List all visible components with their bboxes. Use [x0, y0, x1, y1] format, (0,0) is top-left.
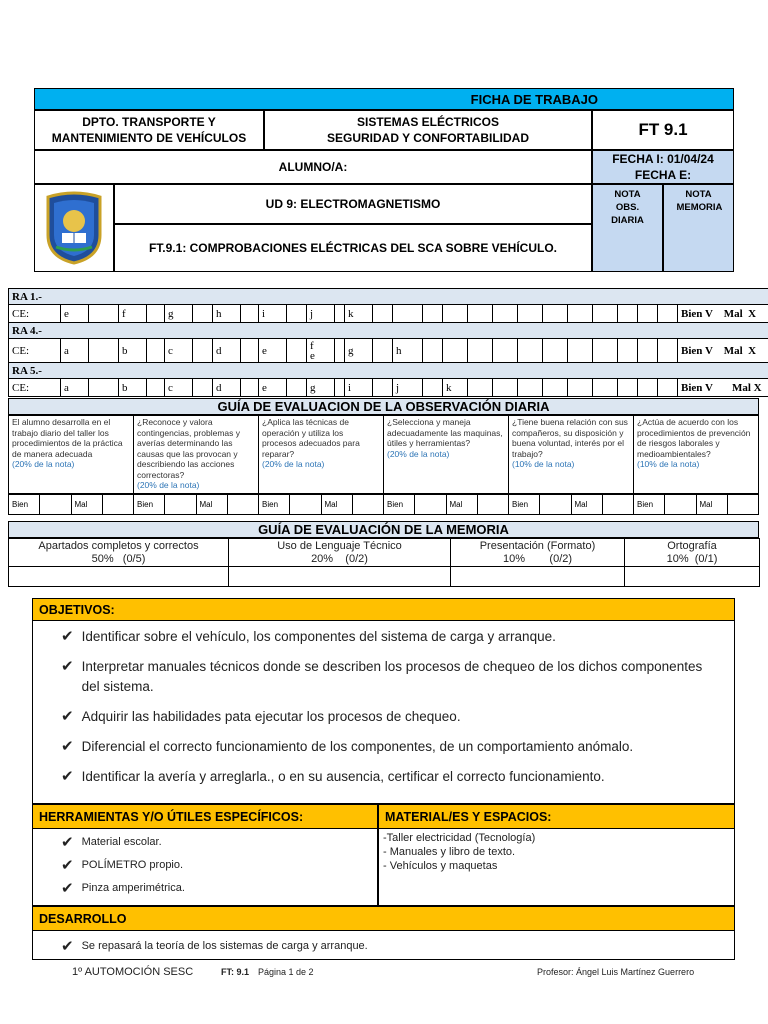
ce-check-cell[interactable] [493, 379, 518, 397]
ce-check-cell[interactable] [193, 305, 213, 323]
footer-code: FT: 9.1 [221, 967, 250, 977]
ra-result[interactable]: Bien V Mal X [678, 379, 768, 397]
bien-label: Bien [9, 495, 40, 515]
task-title: FT.9.1: COMPROBACIONES ELÉCTRICAS DEL SCA SOBRE VEHÍCULO. [148, 241, 558, 255]
materiales-title: MATERIAL/ES Y ESPACIOS: [379, 805, 734, 829]
ce-check-cell[interactable] [147, 305, 165, 323]
list-item-text: Identificar la avería y arreglarla., o en su ausencia, certificar el correcto funcionamiento. [81, 769, 605, 784]
ce-check-cell[interactable] [618, 305, 638, 323]
ce-criterion: a [61, 379, 89, 397]
ce-check-cell[interactable] [443, 305, 468, 323]
list-item [61, 833, 377, 851]
ce-criterion: e [61, 305, 89, 323]
ce-check-cell[interactable] [335, 339, 345, 363]
bien-label: Bien [384, 495, 415, 515]
dept-cell [34, 110, 264, 150]
list-item-text: Pinza amperimétrica. [81, 882, 185, 894]
ce-criterion: f [119, 305, 147, 323]
ce-check-cell[interactable] [287, 339, 307, 363]
ce-check-cell[interactable] [518, 379, 543, 397]
ce-label: CE: [9, 379, 61, 397]
ra-label-cell: RA 1.- [9, 289, 768, 305]
mal-check-cell[interactable] [477, 495, 508, 515]
ce-criterion: c [165, 339, 193, 363]
mal-label: Mal [196, 495, 227, 515]
obs-criterion-pct: (10% de la nota) [637, 459, 700, 469]
ce-check-cell[interactable] [543, 339, 568, 363]
check-icon: ✔ [61, 834, 74, 851]
mem-criterion-name: Ortografía [667, 539, 717, 552]
ce-check-cell[interactable] [335, 305, 345, 323]
list-item [61, 627, 722, 647]
list-item [61, 937, 734, 955]
mem-score-cell[interactable] [9, 567, 229, 587]
nota-obs-label: NOTA OBS. DIARIA [611, 189, 644, 226]
desarrollo-list [33, 931, 734, 955]
obs-criterion-text: ¿Tiene buena relación con sus compañeros, su disposición y buena voluntad, interés por el trabajo? [512, 417, 628, 459]
ce-check-cell[interactable] [618, 339, 638, 363]
ce-criterion: d [213, 379, 241, 397]
ra-label-cell: RA 4.- [9, 323, 768, 339]
ce-check-cell[interactable] [241, 379, 259, 397]
list-item-text: POLÍMETRO propio. [81, 859, 184, 871]
ce-criterion [307, 339, 335, 363]
ce-check-cell[interactable] [658, 305, 678, 323]
obs-criterion-pct: (20% de la nota) [137, 480, 200, 490]
alumno-label: ALUMNO/A: [278, 160, 348, 174]
ficha-code: FT 9.1 [638, 120, 688, 139]
obs-criterion [634, 416, 759, 494]
ce-check-cell[interactable] [373, 305, 393, 323]
ce-criterion: i [345, 379, 373, 397]
ce-check-cell[interactable] [423, 339, 443, 363]
list-item [61, 707, 722, 727]
ce-check-cell[interactable] [193, 339, 213, 363]
check-icon: ✔ [61, 738, 74, 755]
obs-guide-title: GUÍA DE EVALUACION DE LA OBSERVACIÓN DIARIA [8, 398, 759, 415]
obs-criterion-pct: (20% de la nota) [262, 459, 325, 469]
obs-criterion [134, 416, 259, 494]
ce-criterion: c [165, 379, 193, 397]
mal-check-cell[interactable] [727, 495, 758, 515]
mem-criterion-value: 10% (0/1) [666, 552, 718, 565]
materiales-list [379, 829, 734, 873]
materiales-item: -Taller electricidad (Tecnología) [383, 832, 536, 844]
check-icon: ✔ [61, 880, 74, 897]
obs-criterion-text: El alumno desarrolla en el trabajo diario del taller los procedimientos de la práctica de manera adecuada [12, 417, 123, 459]
subject-cell [264, 110, 592, 150]
mem-criterion-name: Apartados completos y correctos [38, 539, 199, 552]
desarrollo-title: DESARROLLO [33, 907, 734, 931]
ce-check-cell[interactable] [568, 339, 593, 363]
ce-check-cell[interactable] [373, 339, 393, 363]
ce-check-cell[interactable] [393, 305, 423, 323]
ce-check-cell[interactable] [468, 305, 493, 323]
obs-score-table [8, 494, 759, 515]
ce-check-cell[interactable] [193, 379, 213, 397]
fecha-entrega: FECHA E: [634, 168, 692, 182]
mem-criterion-name: Presentación (Formato) [479, 539, 596, 552]
ce-check-cell[interactable] [241, 305, 259, 323]
ce-check-cell[interactable] [287, 305, 307, 323]
ce-check-cell[interactable] [568, 305, 593, 323]
ce-check-cell[interactable] [518, 305, 543, 323]
ce-check-cell[interactable] [468, 339, 493, 363]
obs-criteria-table [8, 415, 759, 494]
objetivos-title: OBJETIVOS: [33, 599, 734, 621]
ce-criterion: e [259, 339, 287, 363]
ce-label: CE: [9, 305, 61, 323]
obs-criterion [384, 416, 509, 494]
ce-criterion: k [345, 305, 373, 323]
mem-criterion-value: 20% (0/2) [311, 552, 368, 565]
list-item-text: Material escolar. [81, 836, 162, 848]
materiales-item: - Manuales y libro de texto. [383, 846, 516, 858]
ra-result[interactable]: Bien V Mal X [678, 305, 768, 323]
ce-check-cell[interactable] [493, 339, 518, 363]
task-cell [114, 224, 592, 272]
materiales-box [378, 804, 735, 906]
mem-criteria-table [8, 538, 760, 587]
check-icon: ✔ [61, 628, 74, 645]
bien-check-cell[interactable] [540, 495, 571, 515]
bien-check-cell[interactable] [415, 495, 446, 515]
footer-course: 1º AUTOMOCIÓN SESC [72, 966, 194, 978]
obs-criterion-pct: (20% de la nota) [12, 459, 75, 469]
obs-criterion-text: ¿Selecciona y maneja adecuadamente las maquinas, útiles y herramientas? [387, 417, 503, 448]
mem-score-cell[interactable] [229, 567, 451, 587]
list-item [61, 737, 722, 757]
subject-line-2: SEGURIDAD Y CONFORTABILIDAD [326, 131, 529, 145]
ce-criterion-stacked: e [310, 349, 315, 362]
ce-criterion: h [213, 305, 241, 323]
mem-guide-title: GUÍA DE EVALUACIÓN DE LA MEMORIA [8, 521, 759, 538]
ce-check-cell[interactable] [335, 379, 345, 397]
ce-check-cell[interactable] [518, 339, 543, 363]
ce-check-cell[interactable] [638, 305, 658, 323]
objetivos-box [32, 598, 735, 804]
mal-check-cell[interactable] [602, 495, 633, 515]
footer-teacher: Profesor: Ángel Luis Martínez Guerrero [537, 967, 695, 977]
mal-label: Mal [446, 495, 477, 515]
obs-criterion-text: ¿Reconoce y valora contingencias, problemas y averías determinando las causas que las provocan y describiendo las acciones correctoras? [137, 417, 241, 480]
objetivos-list [33, 621, 734, 787]
ra-table [8, 288, 768, 397]
ra-label-cell: RA 5.- [9, 363, 768, 379]
ce-check-cell[interactable] [568, 379, 593, 397]
check-icon: ✔ [61, 708, 74, 725]
herramientas-title: HERRAMIENTAS Y/O ÚTILES ESPECÍFICOS: [33, 805, 377, 829]
header-block [34, 88, 734, 272]
herramientas-list [33, 829, 377, 897]
mem-score-cell[interactable] [625, 567, 760, 587]
ce-criterion: j [307, 305, 335, 323]
ficha-title-bar [34, 88, 734, 110]
logo-cell [34, 184, 114, 272]
obs-criterion [259, 416, 384, 494]
fecha-cell [592, 150, 734, 184]
list-item-text: Se repasará la teoría de los sistemas de carga y arranque. [81, 940, 368, 952]
mal-label: Mal [321, 495, 352, 515]
unit-cell [114, 184, 592, 224]
ce-check-cell[interactable] [373, 379, 393, 397]
ce-check-cell[interactable] [593, 305, 618, 323]
mem-criterion [451, 539, 625, 567]
obs-criterion-pct: (20% de la nota) [387, 448, 450, 459]
mem-criterion [9, 539, 229, 567]
ce-check-cell[interactable] [618, 379, 638, 397]
ce-check-cell[interactable] [89, 339, 119, 363]
mem-criterion [625, 539, 760, 567]
ce-check-cell[interactable] [543, 305, 568, 323]
mem-criterion-value: 10% (0/2) [502, 552, 573, 565]
obs-criterion [9, 416, 134, 494]
obs-criterion-text: ¿Aplica las técnicas de operación y utiliza los procesos adecuados para reparar? [262, 417, 360, 459]
obs-guide [8, 398, 759, 587]
mal-label: Mal [571, 495, 602, 515]
ce-criterion: i [259, 305, 287, 323]
ce-check-cell[interactable] [147, 379, 165, 397]
mem-score-cell[interactable] [451, 567, 625, 587]
mem-criterion [229, 539, 451, 567]
list-item [61, 767, 722, 787]
ce-check-cell[interactable] [287, 379, 307, 397]
obs-criterion-pct: (10% de la nota) [512, 459, 575, 469]
ce-criterion: b [119, 339, 147, 363]
list-item [61, 856, 377, 874]
list-item-text: Adquirir las habilidades pata ejecutar los procesos de chequeo. [81, 709, 461, 724]
ra-result[interactable]: Bien V Mal X [678, 339, 768, 363]
list-item [61, 657, 722, 697]
bien-check-cell[interactable] [165, 495, 196, 515]
mal-check-cell[interactable] [227, 495, 258, 515]
dept-line-1: DPTO. TRANSPORTE Y [82, 115, 216, 129]
list-item-text: Interpretar manuales técnicos donde se describen los procesos de chequeo de los dichos componentes del sistema. [81, 659, 703, 694]
ce-criterion: g [307, 379, 335, 397]
ce-criterion: h [393, 339, 423, 363]
ficha-title: FICHA DE TRABAJO [470, 91, 598, 107]
herramientas-box [32, 804, 378, 906]
mem-criterion-value: 50% (0/5) [91, 552, 146, 565]
ce-check-cell[interactable] [658, 339, 678, 363]
school-seal-icon [42, 191, 106, 265]
ce-check-cell[interactable] [147, 339, 165, 363]
ce-check-cell[interactable] [593, 379, 618, 397]
ce-criterion: a [61, 339, 89, 363]
ce-criterion: j [393, 379, 423, 397]
list-item [61, 879, 377, 897]
ce-criterion: e [259, 379, 287, 397]
dept-line-2: MANTENIMIENTO DE VEHÍCULOS [51, 131, 247, 145]
fecha-inicio: FECHA I: 01/04/24 [612, 152, 714, 166]
ce-criterion: g [165, 305, 193, 323]
check-icon: ✔ [61, 938, 74, 955]
ce-check-cell[interactable] [89, 305, 119, 323]
ce-check-cell[interactable] [593, 339, 618, 363]
list-item-text: Identificar sobre el vehículo, los componentes del sistema de carga y arranque. [81, 629, 556, 644]
ce-check-cell[interactable] [638, 379, 658, 397]
bien-check-cell[interactable] [665, 495, 696, 515]
ce-check-cell[interactable] [423, 379, 443, 397]
bien-label: Bien [634, 495, 665, 515]
unit-title: UD 9: ELECTROMAGNETISMO [265, 197, 441, 211]
ce-criterion: g [345, 339, 373, 363]
check-icon: ✔ [61, 658, 74, 675]
materiales-item: - Vehículos y maquetas [383, 860, 498, 872]
ce-criterion-stacked: f [310, 339, 314, 352]
mem-criterion-name: Uso de Lenguaje Técnico [277, 539, 402, 552]
obs-criterion [509, 416, 634, 494]
alumno-cell [34, 150, 592, 184]
bien-check-cell[interactable] [290, 495, 321, 515]
ce-check-cell[interactable] [443, 339, 468, 363]
bien-label: Bien [259, 495, 290, 515]
ra-section [8, 288, 762, 397]
mal-check-cell[interactable] [352, 495, 383, 515]
mal-label: Mal [71, 495, 102, 515]
check-icon: ✔ [61, 857, 74, 874]
ce-criterion: b [119, 379, 147, 397]
ce-check-cell[interactable] [638, 339, 658, 363]
subject-line-1: SISTEMAS ELÉCTRICOS [356, 115, 499, 129]
bien-check-cell[interactable] [40, 495, 71, 515]
ce-criterion: k [443, 379, 468, 397]
mal-label: Mal [696, 495, 727, 515]
ficha-code-cell [592, 110, 734, 150]
list-item-text: Diferencial el correcto funcionamiento de los componentes, de un comportamiento anómalo. [81, 739, 634, 754]
footer [72, 966, 732, 980]
check-icon: ✔ [61, 768, 74, 785]
bien-label: Bien [134, 495, 165, 515]
ce-check-cell[interactable] [658, 379, 678, 397]
footer-page: Página 1 de 2 [258, 967, 314, 977]
nota-obs-cell [592, 184, 663, 272]
obs-criterion-text: ¿Actúa de acuerdo con los procedimientos de prevención de riesgos laborales y medioambientales? [637, 417, 751, 459]
ce-check-cell[interactable] [493, 305, 518, 323]
ce-check-cell[interactable] [89, 379, 119, 397]
ce-check-cell[interactable] [241, 339, 259, 363]
nota-memoria-label: NOTA MEMORIA [676, 189, 723, 213]
mal-check-cell[interactable] [102, 495, 133, 515]
desarrollo-box [32, 906, 735, 960]
bien-label: Bien [509, 495, 540, 515]
ce-criterion: d [213, 339, 241, 363]
ce-check-cell[interactable] [423, 305, 443, 323]
nota-memoria-cell [663, 184, 734, 272]
ce-check-cell[interactable] [468, 379, 493, 397]
ce-check-cell[interactable] [543, 379, 568, 397]
ce-label: CE: [9, 339, 61, 363]
